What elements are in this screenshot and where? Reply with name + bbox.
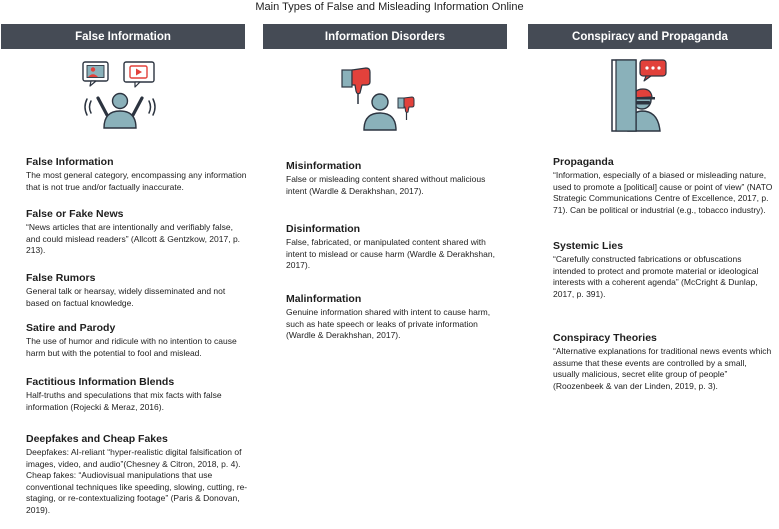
entry-factitious-information-blends <box>26 376 248 413</box>
entry-false-or-fake-news <box>26 208 248 257</box>
column-header-information-disorders: Information Disorders <box>263 24 507 49</box>
entry-definition: “Information, especially of a biased or misleading nature, used to promote a [political] cause or point of view” (NATO Strategic Communications Centre of Excellence, 2017, p. 71). Can be political or industrial (e.g., tobacco industry). <box>553 170 773 215</box>
column-header-conspiracy-propaganda: Conspiracy and Propaganda <box>528 24 772 49</box>
entry-term: Conspiracy Theories <box>553 332 657 344</box>
entry-term: Propaganda <box>553 156 614 168</box>
entry-definition: “News articles that are intentionally and verifiably false, and could mislead readers” (Allcott & Gentzkow, 2017, p. 213). <box>26 222 241 256</box>
entry-definition: False or misleading content shared without malicious intent (Wardle & Derakhshan, 2017). <box>286 174 486 196</box>
entry-systemic-lies <box>553 240 773 300</box>
entry-false-information <box>26 156 248 193</box>
entry-definition: The use of humor and ridicule with no intention to cause harm but with the potential to fool and mislead. <box>26 336 237 358</box>
entry-term: Factitious Information Blends <box>26 376 175 388</box>
entry-misinformation <box>286 160 504 197</box>
entry-false-rumors <box>26 272 248 309</box>
entry-term: Malinformation <box>286 293 362 305</box>
entry-term: Deepfakes and Cheap Fakes <box>26 433 168 445</box>
diagram-title: Main Types of False and Misleading Information Online <box>255 1 524 13</box>
entry-definition: Genuine information shared with intent to cause harm, such as hate speech or leaks of private information (Wardle & Derakhshan, 2017). <box>286 307 491 341</box>
entry-deepfakes-and-cheap-fakes <box>26 433 248 517</box>
entry-malinformation <box>286 293 504 342</box>
entry-disinformation <box>286 223 504 272</box>
entry-definition: “Carefully constructed fabrications or obfuscations intended to protect and promote material or ideological interests with a coherent agenda” (McCright & Dunlap, 2017, p. 391). <box>553 254 759 299</box>
entry-term: False or Fake News <box>26 208 124 220</box>
entry-definition: “Alternative explanations for traditional news events which assume that these events are controlled by a small, usually malicious, secret elite group of people” (Roozenbeek & van der Linden, 2019, p. 3). <box>553 346 772 391</box>
entry-term: Satire and Parody <box>26 322 116 334</box>
person-sharing-media-icon <box>78 58 162 130</box>
entry-conspiracy-theories <box>553 332 773 392</box>
entry-term: Misinformation <box>286 160 362 172</box>
entry-definition: General talk or hearsay, widely disseminated and not based on factual knowledge. <box>26 286 226 308</box>
entry-definition: Deepfakes: AI-reliant “hyper-realistic digital falsification of images, video, and audio”(Chesney & Citron, 2018, p. 4). Cheap fakes: “Audiovisual manipulations that use conventional techniques like speeding, slowing, cutting, re-staging, or re-contextualizing footage” (Paris & Donovan, 2019). <box>26 447 248 515</box>
entry-definition: False, fabricated, or manipulated content shared with intent to mislead or cause harm (Wardle & Derakhshan, 2017). <box>286 237 495 271</box>
entry-definition: Half-truths and speculations that mix facts with false information (Rojecki & Meraz, 2016). <box>26 390 222 412</box>
entry-satire-and-parody <box>26 322 248 359</box>
column-header-false-information: False Information <box>1 24 245 49</box>
entry-term: False Rumors <box>26 272 96 284</box>
entry-term: False Information <box>26 156 114 168</box>
entry-propaganda <box>553 156 773 216</box>
entry-definition: The most general category, encompassing any information that is not true and/or factually inaccurate. <box>26 170 247 192</box>
entry-term: Systemic Lies <box>553 240 624 252</box>
person-hiding-behind-door-icon <box>606 58 686 132</box>
person-thumbs-down-icon <box>336 60 420 132</box>
entry-term: Disinformation <box>286 223 361 235</box>
